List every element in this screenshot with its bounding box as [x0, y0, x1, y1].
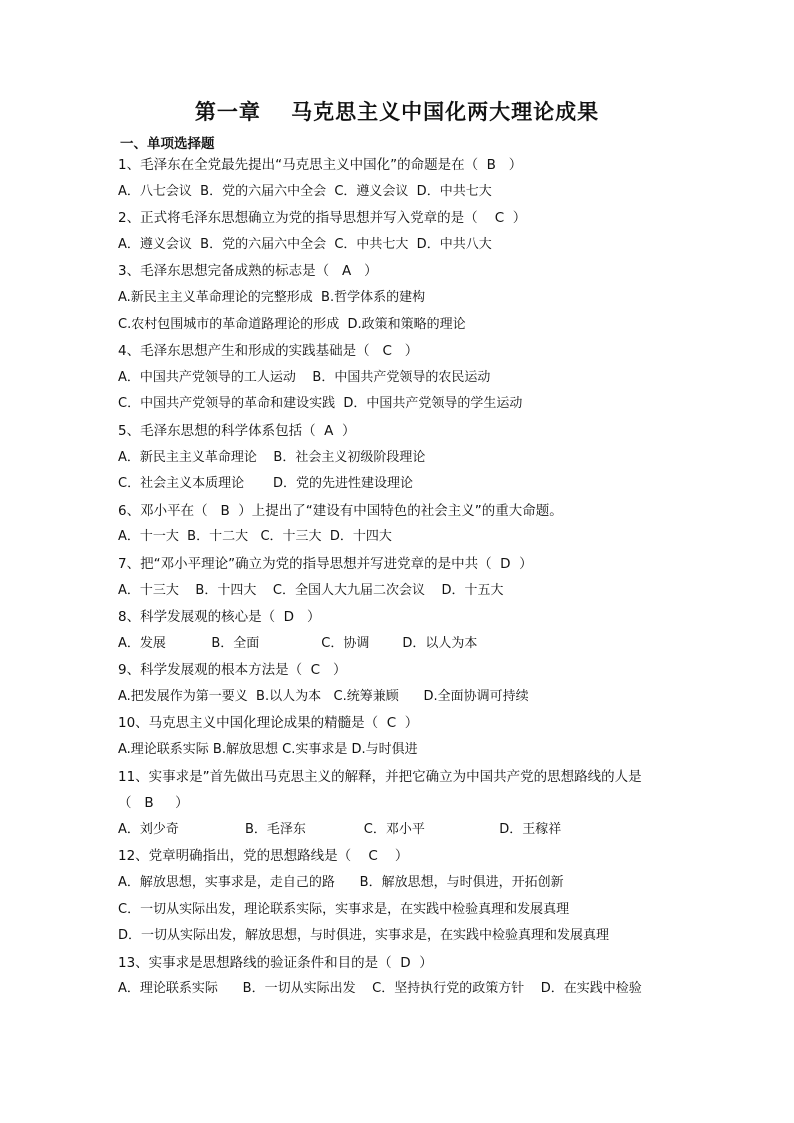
- answer-options: C.农村包围城市的革命道路理论的形成 D.政策和策略的理论: [118, 316, 466, 332]
- answer-options: A．遵义会议 B．党的六届六中全会 C．中共七大 D．中共八大: [118, 236, 492, 252]
- answer-options: A．八七会议 B．党的六届六中全会 C．遵义会议 D．中共七大: [118, 183, 492, 199]
- answer-options: A．理论联系实际 B．一切从实际出发 C．坚持执行党的政策方针 D．在实践中检验: [118, 981, 642, 997]
- question-text: 9、科学发展观的根本方法是（ C ）: [118, 662, 347, 679]
- question-text: 11、实事求是”首先做出马克思主义的解释，并把它确立为中国共产党的思想路线的人是: [118, 768, 642, 785]
- answer-options: C．社会主义本质理论 D．党的先进性建设理论: [118, 476, 414, 492]
- question-answer: （ B ）: [118, 795, 189, 812]
- question-text: 10、马克思主义中国化理论成果的精髓是（ C ）: [118, 715, 419, 732]
- answer-options: A．解放思想，实事求是，走自己的路 B．解放思想，与时俱进，开拓创新: [118, 875, 564, 891]
- question-text: 8、科学发展观的核心是（ D ）: [118, 609, 321, 626]
- answer-options: A．中国共产党领导的工人运动 B．中国共产党领导的农民运动: [118, 369, 491, 385]
- question-text: 3、毛泽东思想完备成熟的标志是（ A ）: [118, 263, 378, 280]
- question-text: 1、毛泽东在全党最先提出“马克思主义中国化”的命题是在（ B ）: [118, 157, 523, 173]
- question-text: 6、邓小平在（ B ）上提出了“建设有中国特色的社会主义”的重大命题。: [118, 502, 563, 519]
- chapter-title: 第一章 马克思主义中国化两大理论成果: [194, 100, 600, 124]
- answer-options: A．十三大 B．十四大 C．全国人大九届二次会议 D．十五大: [118, 582, 504, 598]
- answer-options: D．一切从实际出发，解放思想，与时俱进，实事求是，在实践中检验真理和发展真理: [118, 928, 610, 944]
- answer-options: C．中国共产党领导的革命和建设实践 D．中国共产党领导的学生运动: [118, 396, 523, 412]
- answer-options: A.把发展作为第一要义 B.以人为本 C.统筹兼顾 D.全面协调可持续: [118, 688, 529, 704]
- question-text: 4、毛泽东思想产生和形成的实践基础是（ C ）: [118, 343, 419, 360]
- question-list: [118, 152, 698, 1003]
- answer-options: C．一切从实际出发，理论联系实际，实事求是，在实践中检验真理和发展真理: [118, 901, 570, 917]
- answer-options: A．新民主主义革命理论 B．社会主义初级阶段理论: [118, 449, 426, 465]
- question-text: 5、毛泽东思想的科学体系包括（ A ）: [118, 422, 356, 439]
- answer-options: A.新民主主义革命理论的完整形成 B.哲学体系的建构: [118, 289, 426, 305]
- question-text: 2、正式将毛泽东思想确立为党的指导思想并写入党章的是（ C ）: [118, 210, 527, 227]
- section-heading: 一、单项选择题: [120, 136, 215, 152]
- answer-options: A.理论联系实际 B.解放思想 C.实事求是 D.与时俱进: [118, 742, 418, 758]
- question-text: 7、把“邓小平理论”确立为党的指导思想并写进党章的是中共（ D ）: [118, 555, 533, 572]
- answer-options: A．发展 B．全面 C．协调 D．以人为本: [118, 635, 478, 651]
- answer-options: A．十一大 B．十二大 C．十三大 D．十四大: [118, 529, 392, 545]
- question-text: 13、实事求是思想路线的验证条件和目的是（ D ）: [118, 954, 433, 971]
- answer-options: A．刘少奇 B．毛泽东 C．邓小平 D．王稼祥: [118, 821, 562, 837]
- question-text: 12、党章明确指出，党的思想路线是（ C ）: [118, 848, 409, 865]
